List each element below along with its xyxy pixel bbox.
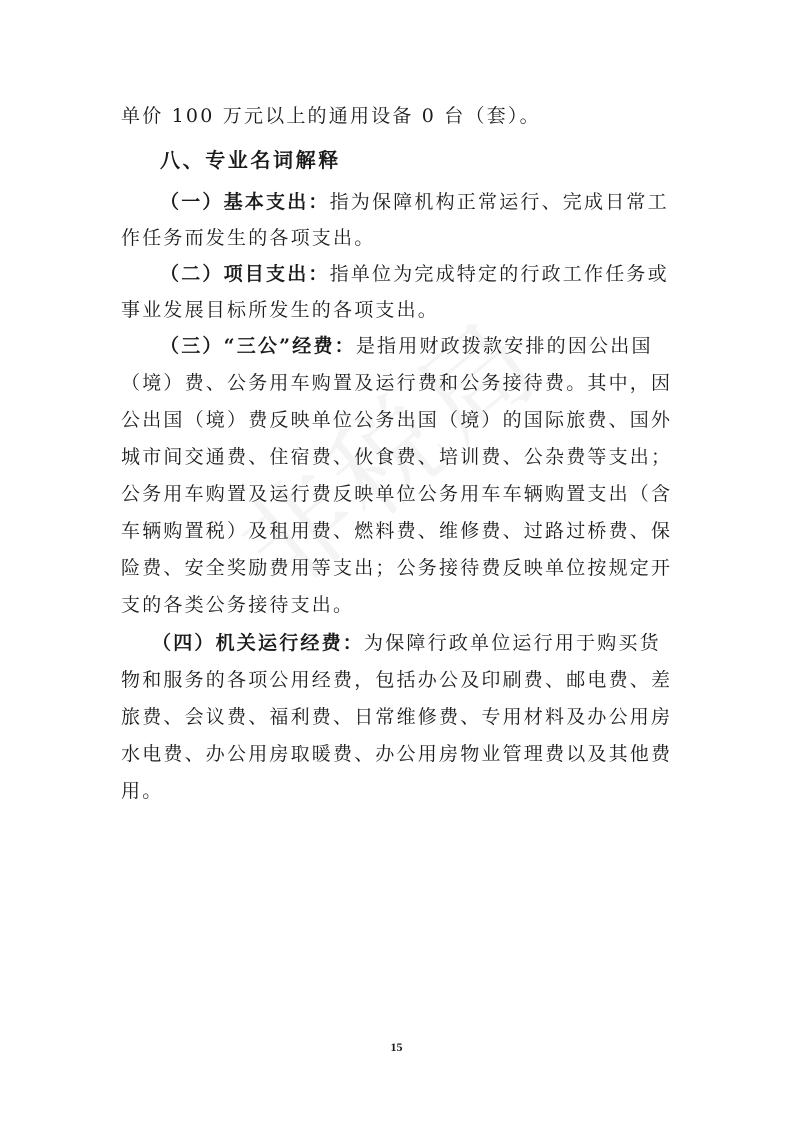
page-number: 15 — [390, 1040, 403, 1054]
text-line: 物和服务的各项公用经费，包括办公及印刷费、邮电费、差 — [121, 669, 673, 691]
text-line: 旅费、会议费、福利费、日常维修费、专用材料及办公用房 — [121, 706, 673, 728]
text-line: 城市间交通费、住宿费、伙食费、培训费、公杂费等支出； — [121, 446, 673, 468]
text-line: 水电费、办公用房取暖费、办公用房物业管理费以及其他费 — [121, 743, 673, 765]
term-label: （四）机关运行经费： — [152, 632, 365, 654]
term-label: （一）基本支出： — [160, 191, 330, 213]
text-line: 车辆购置税）及租用费、燃料费、维修费、过路过桥费、保 — [121, 520, 673, 542]
term-text: 指单位为完成特定的行政工作任务或 — [329, 263, 669, 285]
text-line — [160, 262, 669, 286]
section-heading: 八、专业名词解释 — [160, 148, 341, 172]
term-text: 为保障行政单位运行用于购买货 — [364, 632, 661, 654]
text-line — [152, 631, 661, 655]
text-line: 单价 100 万元以上的通用设备 0 台（套）。 — [121, 105, 541, 127]
text-line: 公出国（境）费反映单位公务出国（境）的国际旅费、国外 — [121, 409, 673, 431]
text-line: 公务用车购置及运行费反映单位公务用车车辆购置支出（含 — [121, 483, 673, 505]
text-line: 作任务而发生的各项支出。 — [121, 227, 376, 249]
text-line — [160, 190, 669, 214]
text-line: 用。 — [121, 780, 164, 802]
text-line: 险费、安全奖励费用等支出；公务接待费反映单位按规定开 — [121, 557, 673, 579]
text-line: 事业发展目标所发生的各项支出。 — [121, 299, 440, 321]
text-line — [160, 334, 653, 358]
term-text: 是指用财政拨款安排的因公出国 — [355, 335, 653, 357]
term-text: 指为保障机构正常运行、完成日常工 — [329, 191, 669, 213]
term-label: （三）“三公”经费： — [160, 335, 356, 357]
text-line: （境）费、公务用车购置及运行费和公务接待费。其中，因 — [121, 372, 673, 394]
text-line: 支的各类公务接待支出。 — [121, 594, 355, 616]
term-label: （二）项目支出： — [160, 263, 330, 285]
